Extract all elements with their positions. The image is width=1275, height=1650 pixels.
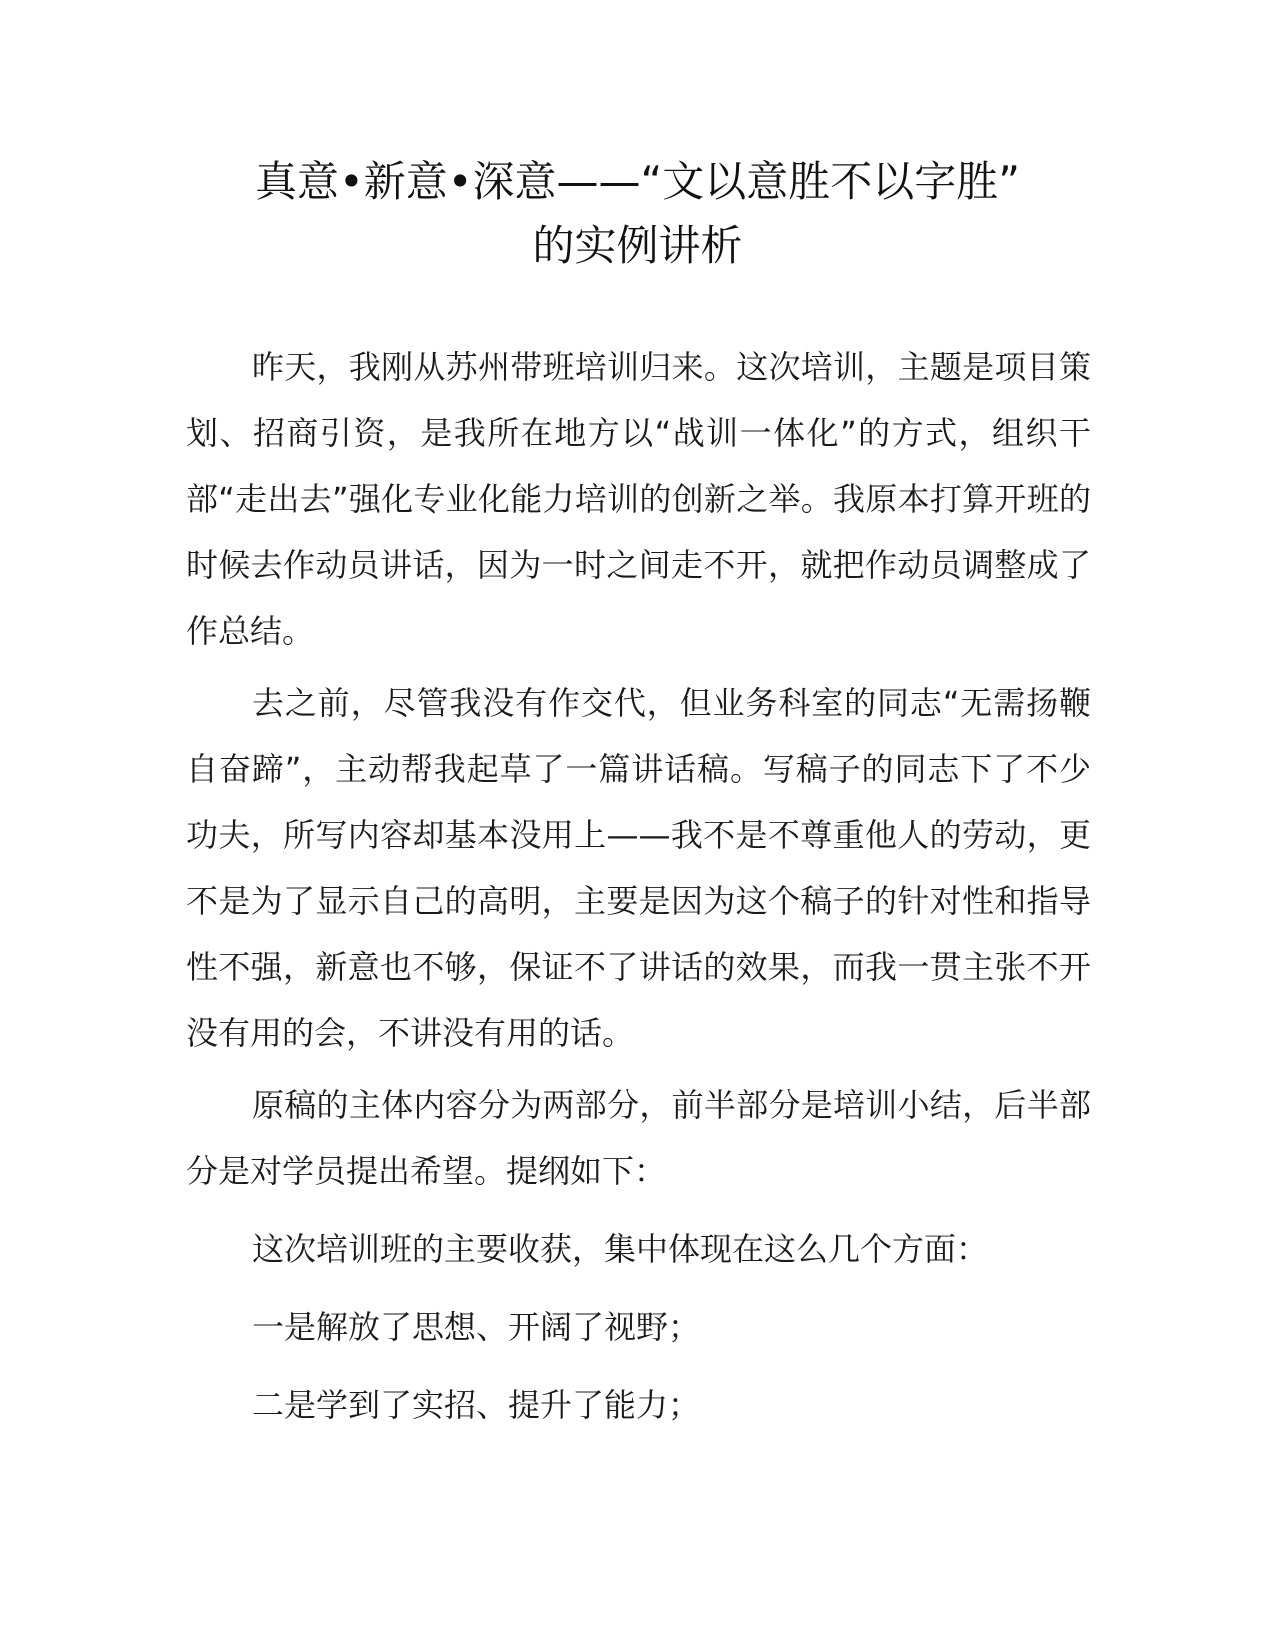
- outline-item-intro: 这次培训班的主要收获，集中体现在这么几个方面：: [252, 1230, 989, 1268]
- paragraph-1: 昨天，我刚从苏州带班培训归来。这次培训，主题是项目策划、招商引资，是我所在地方以“战训一体化”的方式，组织干部“走出去”强化专业化能力培训的创新之举。我原本打算开班的时候去作动员讲话，因为一时之间走不开，就把作动员调整成了作总结。: [186, 348, 1091, 650]
- paragraph-2: 去之前，尽管我没有作交代，但业务科室的同志“无需扬鞭自奋蹄”，主动帮我起草了一篇讲话稿。写稿子的同志下了不少功夫，所写内容却基本没用上——我不是不尊重他人的劳动，更不是为了显示自己的高明，主要是因为这个稿子的针对性和指导性不强，新意也不够，保证不了讲话的效果，而我一贯主张不开没有用的会，不讲没有用的话。: [186, 684, 1091, 1052]
- title-line-1: 真意•新意•深意——“文以意胜不以字胜”: [254, 157, 1021, 206]
- document-title: [150, 150, 1125, 278]
- paragraph-3: 原稿的主体内容分为两部分，前半部分是培训小结，后半部分是对学员提出希望。提纲如下：: [186, 1086, 1091, 1190]
- document-body: [186, 334, 1091, 1438]
- outline-item-1: 一是解放了思想、开阔了视野；: [252, 1308, 701, 1346]
- title-line-2: 的实例讲析: [532, 221, 743, 270]
- outline-item-2: 二是学到了实招、提升了能力；: [252, 1386, 701, 1424]
